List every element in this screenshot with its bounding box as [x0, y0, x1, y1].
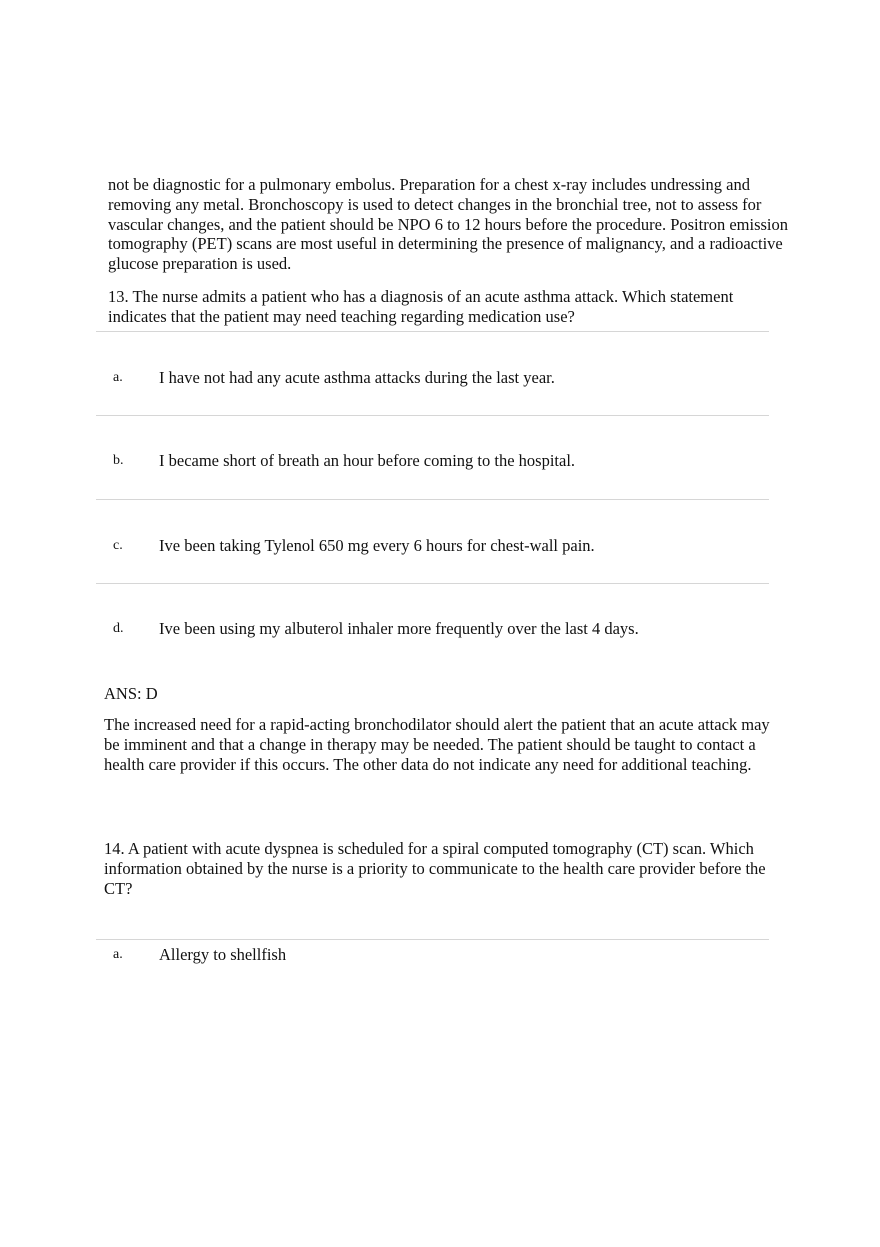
option-text: I became short of breath an hour before coming to the hospital.: [159, 451, 576, 470]
answer-key: ANS: D: [104, 684, 158, 703]
option-letter: c.: [113, 538, 123, 553]
question-13-stem: 13. The nurse admits a patient who has a diagnosis of an acute asthma attack. Which statement indicates that the patient may need teaching regarding medication use?: [108, 287, 734, 326]
divider: [96, 331, 769, 332]
question-13-option-d: [0, 619, 880, 639]
option-text: Ive been using my albuterol inhaler more frequently over the last 4 days.: [159, 619, 639, 638]
question-13-option-b: [0, 451, 880, 471]
option-text: Allergy to shellfish: [159, 945, 287, 964]
option-letter: a.: [113, 370, 123, 385]
option-letter: a.: [113, 947, 123, 962]
question-13-option-a: [0, 368, 880, 388]
divider: [96, 415, 769, 416]
question-13-option-c: [0, 536, 880, 556]
rationale-paragraph: The increased need for a rapid-acting bronchodilator should alert the patient that an acute attack may be imminent and that a change in therapy may be needed. The patient should be taught to contact a health care provider if this occurs. The other data do not indicate any need for additional teaching.: [104, 715, 770, 774]
option-text: I have not had any acute asthma attacks during the last year.: [159, 368, 555, 387]
option-text: Ive been taking Tylenol 650 mg every 6 hours for chest-wall pain.: [159, 536, 595, 555]
divider: [96, 583, 769, 584]
divider: [96, 939, 769, 940]
divider: [96, 499, 769, 500]
continued-rationale-paragraph: not be diagnostic for a pulmonary embolus. Preparation for a chest x-ray includes undressing and removing any metal. Bronchoscopy is used to detect changes in the bronchial tree, not to assess for vascular changes, and the patient should be NPO 6 to 12 hours before the procedure. Positron emission tomography (PET) scans are most useful in determining the presence of malignancy, and a radioactive glucose preparation is used.: [108, 175, 789, 274]
option-letter: d.: [113, 621, 124, 636]
question-14-option-a: [0, 945, 880, 965]
question-14-stem: 14. A patient with acute dyspnea is scheduled for a spiral computed tomography (CT) scan. Which information obtained by the nurse is a priority to communicate to the health care provider before the CT?: [104, 839, 766, 898]
option-letter: b.: [113, 453, 124, 468]
